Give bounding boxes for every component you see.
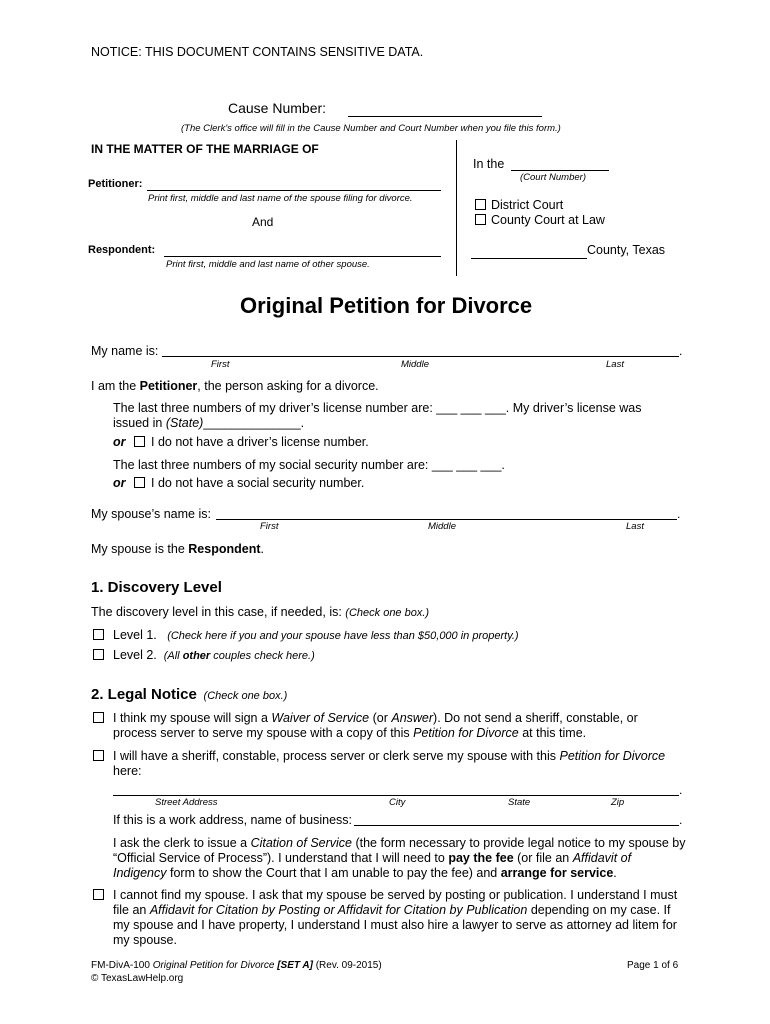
county-court-checkbox[interactable] xyxy=(475,214,486,225)
citation-line2: “Official Service of Process”). I understand that I will need to pay the fee (or file an Affidavit of xyxy=(113,851,632,865)
no-ssn-label: I do not have a social security number. xyxy=(151,476,365,490)
court-number-hint: (Court Number) xyxy=(520,172,586,183)
address-period: . xyxy=(679,783,683,797)
petitioner-statement: I am the Petitioner, the person asking for a divorce. xyxy=(91,379,379,393)
cause-number-note: (The Clerk's office will fill in the Cause Number and Court Number when you file this form.) xyxy=(181,123,561,134)
respondent-label: Respondent: xyxy=(88,244,156,256)
spouse-last-hint: Last xyxy=(626,521,644,532)
respondent-statement: My spouse is the Respondent. xyxy=(91,542,264,556)
page-number: Page 1 of 6 xyxy=(627,960,679,971)
cannot-find-checkbox[interactable] xyxy=(93,889,104,900)
spouse-first-hint: First xyxy=(260,521,279,532)
waiver-line1: I think my spouse will sign a Waiver of Service (or Answer). Do not send a sheriff, constable, or xyxy=(113,711,638,725)
county-texas-label: County, Texas xyxy=(587,243,666,257)
spouse-name-label: My spouse’s name is: xyxy=(91,507,211,521)
cannot-find-line2: file an Affidavit for Citation by Posting or Affidavit for Citation by Publication depending on my case. If xyxy=(113,903,671,917)
drivers-license-issued: issued in (State)______________. xyxy=(113,416,305,430)
level2-row: Level 2. (All other couples check here.) xyxy=(113,648,315,662)
spouse-name-period: . xyxy=(677,507,681,521)
my-name-last-hint: Last xyxy=(606,359,624,370)
county-name-field[interactable] xyxy=(471,258,587,259)
my-name-period: . xyxy=(679,344,683,358)
and-label: And xyxy=(252,215,274,229)
my-name-first-hint: First xyxy=(211,359,230,370)
serve-spouse-checkbox[interactable] xyxy=(93,750,104,761)
county-court-label: County Court at Law xyxy=(491,213,605,227)
my-name-field[interactable] xyxy=(162,356,679,357)
ssn-line: The last three numbers of my social security number are: ___ ___ ___. xyxy=(113,458,505,472)
discovery-intro: The discovery level in this case, if needed, is: (Check one box.) xyxy=(91,605,430,619)
level2-checkbox[interactable] xyxy=(93,649,104,660)
level1-checkbox[interactable] xyxy=(93,629,104,640)
or-label-ssn: or xyxy=(113,476,126,490)
petitioner-hint: Print first, middle and last name of the spouse filing for divorce. xyxy=(148,193,413,204)
petitioner-label: Petitioner: xyxy=(88,178,143,190)
no-drivers-license-checkbox[interactable] xyxy=(134,436,145,447)
drivers-license-line: The last three numbers of my driver’s license number are: ___ ___ ___. My driver’s license was xyxy=(113,401,642,415)
cannot-find-line3: my spouse and I have property, I understand I must also hire a lawyer to serve as attorney ad litem for xyxy=(113,918,677,932)
no-ssn-checkbox[interactable] xyxy=(134,477,145,488)
citation-line1: I ask the clerk to issue a Citation of Service (the form necessary to provide legal notice to my spouse by xyxy=(113,836,686,850)
matter-heading: IN THE MATTER OF THE MARRIAGE OF xyxy=(91,142,319,156)
street-hint: Street Address xyxy=(155,797,218,808)
spouse-name-field[interactable] xyxy=(216,519,677,520)
district-court-checkbox[interactable] xyxy=(475,199,486,210)
spouse-middle-hint: Middle xyxy=(428,521,456,532)
citation-line3: Indigency form to show the Court that I am unable to pay the fee) and arrange for service. xyxy=(113,866,617,880)
court-number-field[interactable] xyxy=(511,170,609,171)
business-name-field[interactable] xyxy=(354,825,679,826)
my-name-label: My name is: xyxy=(91,344,159,358)
sensitive-notice: NOTICE: THIS DOCUMENT CONTAINS SENSITIVE DATA. xyxy=(91,45,424,59)
waiver-checkbox[interactable] xyxy=(93,712,104,723)
city-hint: City xyxy=(389,797,406,808)
cause-number-field[interactable] xyxy=(348,116,542,117)
level1-row: Level 1. (Check here if you and your spouse have less than $50,000 in property.) xyxy=(113,628,519,642)
footer-form-id: FM-DivA-100 Original Petition for Divorce [SET A] (Rev. 09-2015) xyxy=(91,960,382,971)
serve-line2: here: xyxy=(113,764,142,778)
in-the-label: In the xyxy=(473,157,505,171)
cannot-find-line1: I cannot find my spouse. I ask that my spouse be served by posting or publication. I understand I must xyxy=(113,888,678,902)
district-court-label: District Court xyxy=(491,198,564,212)
legal-notice-heading-row: 2. Legal Notice (Check one box.) xyxy=(91,686,288,703)
page-title: Original Petition for Divorce xyxy=(240,293,533,318)
or-label-dl: or xyxy=(113,435,126,449)
petitioner-name-field[interactable] xyxy=(147,190,441,191)
business-period: . xyxy=(679,813,683,827)
work-address-label: If this is a work address, name of business: xyxy=(113,813,352,827)
my-name-middle-hint: Middle xyxy=(401,359,429,370)
waiver-line2: process server to serve my spouse with a copy of this Petition for Divorce at this time. xyxy=(113,726,587,740)
service-address-field[interactable] xyxy=(113,795,679,796)
legal-notice-heading: 2. Legal Notice xyxy=(91,686,197,703)
state-hint: State xyxy=(508,797,531,808)
footer-copyright: © TexasLawHelp.org xyxy=(91,973,184,984)
zip-hint: Zip xyxy=(611,797,625,808)
caption-divider xyxy=(456,140,457,276)
no-drivers-license-label: I do not have a driver’s license number. xyxy=(151,435,369,449)
discovery-heading: 1. Discovery Level xyxy=(91,579,222,596)
respondent-hint: Print first, middle and last name of other spouse. xyxy=(166,259,370,270)
cause-number-label: Cause Number: xyxy=(228,100,327,116)
serve-line1: I will have a sheriff, constable, process server or clerk serve my spouse with this Petition for Divorce xyxy=(113,749,666,763)
respondent-name-field[interactable] xyxy=(164,256,441,257)
cannot-find-line4: my spouse. xyxy=(113,933,177,947)
